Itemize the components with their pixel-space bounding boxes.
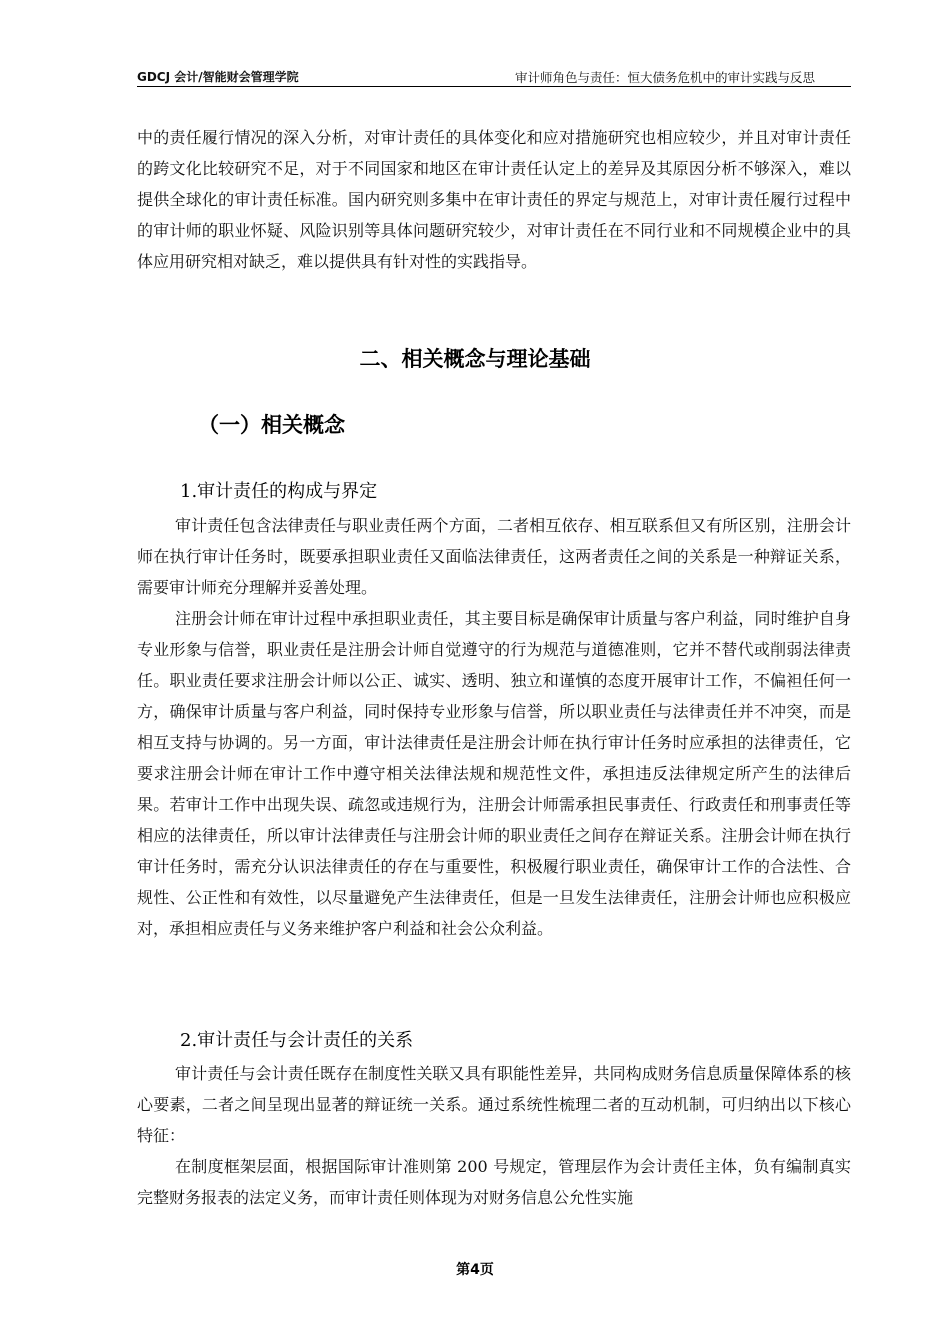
chapter-title: 二、相关概念与理论基础 [359,347,591,371]
page-header [137,66,851,87]
subsection-2-paragraph-1: 审计责任与会计责任既存在制度性关联又具有职能性差异，共同构成财务信息质量保障体系的核心要素，二者之间呈现出显著的辩证统一关系。通过系统性梳理二者的互动机制，可归纳出以下核心特征： [137,1064,851,1145]
subsection-1-title: 1.审计责任的构成与界定 [180,481,378,502]
subsection-2-title: 2.审计责任与会计责任的关系 [180,1030,414,1051]
intro-paragraph: 中的责任履行情况的深入分析，对审计责任的具体变化和应对措施研究也相应较少，并且对审计责任的跨文化比较研究不足，对于不同国家和地区在审计责任认定上的差异及其原因分析不够深入，难以提供全球化的审计责任标准。国内研究则多集中在审计责任的界定与规范上，对审计责任履行过程中的审计师的职业怀疑、风险识别等具体问题研究较少，对审计责任在不同行业和不同规模企业中的具体应用研究相对缺乏，难以提供具有针对性的实践指导。 [137,128,851,271]
subsection-2-paragraph-2: 在制度框架层面，根据国际审计准则第 200 号规定，管理层作为会计责任主体，负有编制真实完整财务报表的法定义务，而审计责任则体现为对财务信息公允性实施 [137,1157,851,1207]
header-thesis-title: 审计师角色与责任：恒大债务危机中的审计实践与反思 [514,70,815,85]
subsection-1-paragraph-1: 审计责任包含法律责任与职业责任两个方面，二者相互依存、相互联系但又有所区别，注册会计师在执行审计任务时，既要承担职业责任又面临法律责任，这两者责任之间的关系是一种辩证关系，需要审计师充分理解并妥善处理。 [137,516,851,597]
section-title: （一）相关概念 [198,413,345,437]
page-number: 第4页 [456,1262,494,1278]
subsection-1-paragraph-2: 注册会计师在审计过程中承担职业责任，其主要目标是确保审计质量与客户利益，同时维护自身专业形象与信誉，职业责任是注册会计师自觉遵守的行为规范与道德准则，它并不替代或削弱法律责任。职业责任要求注册会计师以公正、诚实、透明、独立和谨慎的态度开展审计工作，不偏袒任何一方，确保审计质量与客户利益，同时保持专业形象与信誉，所以职业责任与法律责任并不冲突，而是相互支持与协调的。另一方面，审计法律责任是注册会计师在执行审计任务时应承担的法律责任，它要求注册会计师在审计工作中遵守相关法律法规和规范性文件，承担违反法律规定所产生的法律后果。若审计工作中出现失误、疏忽或违规行为，注册会计师需承担民事责任、行政责任和刑事责任等相应的法律责任，所以审计法律责任与注册会计师的职业责任之间存在辩证关系。注册会计师在执行审计任务时，需充分认识法律责任的存在与重要性，积极履行职业责任，确保审计工作的合法性、合规性、公正性和有效性，以尽量避免产生法律责任，但是一旦发生法律责任，注册会计师也应积极应对，承担相应责任与义务来维护客户利益和社会公众利益。 [137,609,851,938]
header-institution: GDCJ 会计/智能财会管理学院 [137,70,299,84]
